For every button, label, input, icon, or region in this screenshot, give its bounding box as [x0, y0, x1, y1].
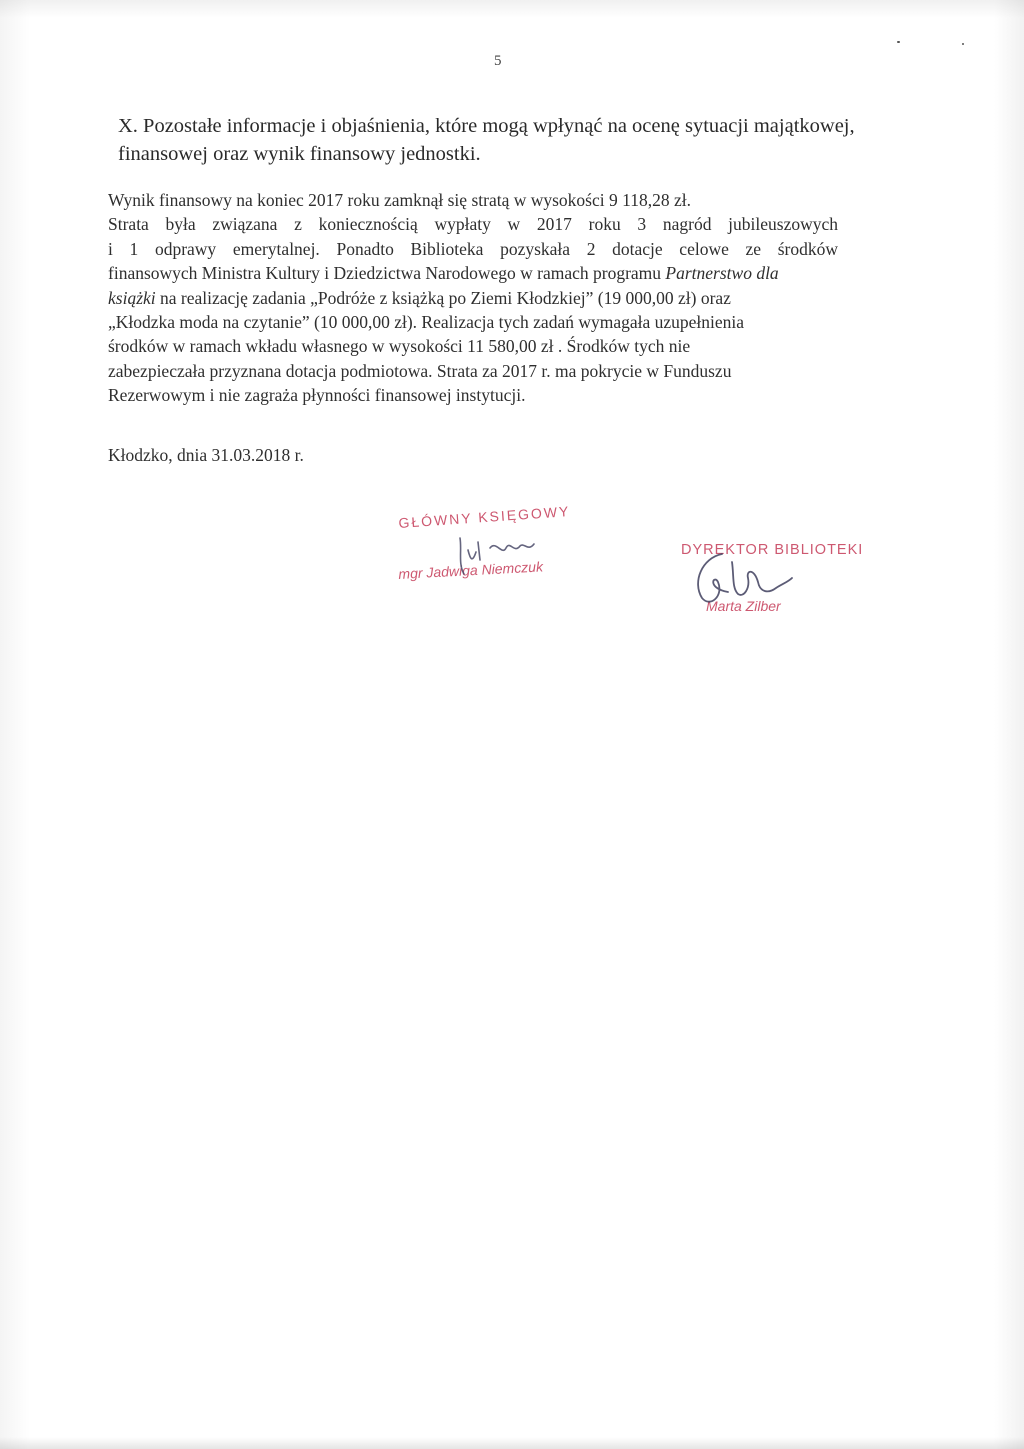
paragraph-line [108, 261, 838, 285]
program-name-cont: książki [108, 287, 156, 308]
stamp-director-title: DYREKTOR BIBLIOTEKI [681, 542, 864, 558]
scan-speck [897, 41, 900, 43]
paragraph-line: zabezpieczała przyznana dotacja podmiotowa. Strata za 2017 r. ma pokrycie w Funduszu [108, 360, 732, 381]
paragraph-line: i 1 odprawy emerytalnej. Ponadto Biblioteka pozyskała 2 dotacje celowe ze środków [108, 238, 838, 259]
paragraph-line: środków w ramach wkładu własnego w wysokości 11 580,00 zł . Środków tych nie [108, 336, 691, 357]
body-paragraph [108, 188, 838, 408]
section-heading: X. Pozostałe informacje i objaśnienia, które mogą wpłynąć na ocenę sytuacji majątkowej, finansowej oraz wynik finansowy jednostki. [118, 115, 855, 165]
page-number: 5 [494, 53, 502, 69]
scan-edge-bottom [0, 1437, 1024, 1449]
paragraph-line: Wynik finansowy na koniec 2017 roku zamknął się stratą w wysokości 9 118,28 zł. [108, 190, 691, 210]
paragraph-fragment: na realizację zadania „Podróże z książką po Ziemi Kłodzkiej” (19 000,00 zł) oraz [160, 287, 731, 308]
paragraph-line: „Kłodzka moda na czytanie” (10 000,00 zł). Realizacja tych zadań wymagała uzupełnienia [108, 312, 745, 333]
paragraph-line: Rezerwowym i nie zagraża płynności finansowej instytucji. [108, 385, 526, 406]
stamp-chief-accountant-title: GŁÓWNY KSIĘGOWY [398, 502, 571, 531]
paragraph-fragment: finansowych Ministra Kultury i Dziedzictwa Narodowego w ramach programu [108, 263, 662, 284]
place-and-date: Kłodzko, dnia 31.03.2018 r. [108, 445, 304, 465]
signature-accountant [440, 530, 560, 590]
stamp-chief-accountant-name: mgr Jadwiga Niemczuk [398, 558, 544, 582]
paragraph-line: Strata była związana z koniecznością wypłaty w 2017 roku 3 nagród jubileuszowych [108, 214, 838, 235]
signature-director [688, 548, 828, 618]
stamp-director-name: Marta Zilber [706, 598, 781, 614]
program-name: Partnerstwo dla [665, 263, 779, 284]
scan-speck [962, 43, 964, 45]
scan-edge-top [0, 0, 1024, 18]
paragraph-line [108, 286, 838, 310]
